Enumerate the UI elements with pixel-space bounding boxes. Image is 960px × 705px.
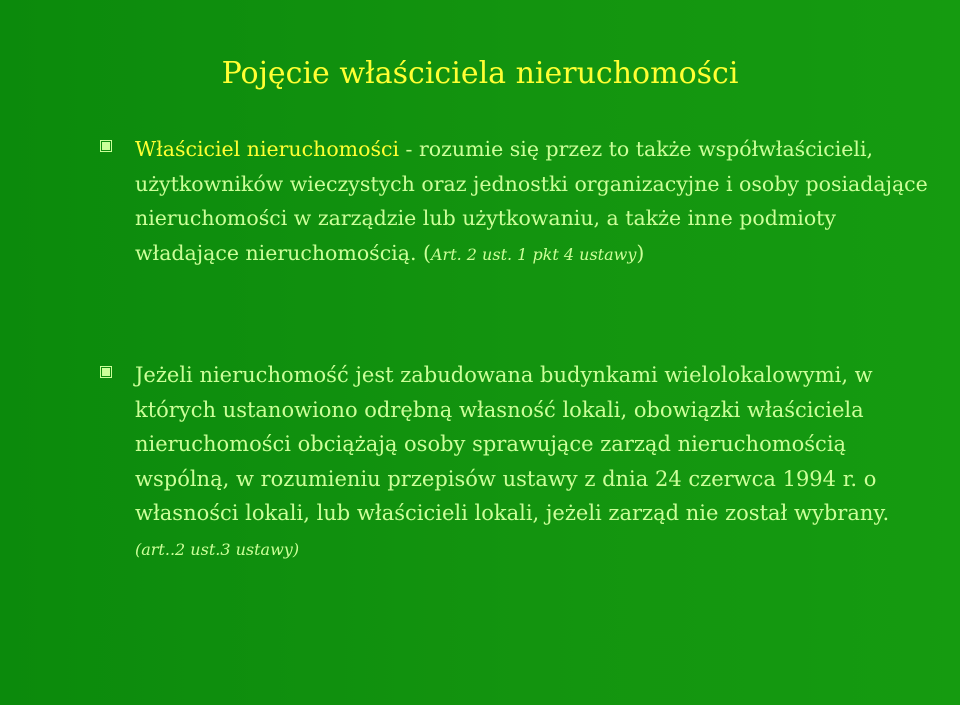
closing-paren: ) [636, 240, 645, 265]
definition-text: - rozumie się przez to także współwłaścicieli, użytkowników wieczystych oraz jednostki organizacyjne i osoby posiadające nieruchomości w zarządzie lub użytkowaniu, a także inne podmioty władające nieruchomością. ( [135, 137, 928, 265]
bullet-multi-unit-buildings [100, 358, 930, 567]
square-bullet-icon [100, 140, 112, 152]
legal-reference: (art..2 ust.3 ustawy) [135, 539, 300, 559]
legal-reference: Art. 2 ust. 1 pkt 4 ustawy [430, 244, 637, 264]
square-bullet-icon [100, 366, 112, 378]
slide-title: Pojęcie właściciela nieruchomości [221, 56, 739, 91]
bullet-text [135, 358, 930, 567]
defined-term: Właściciel nieruchomości [135, 137, 399, 161]
bullet-owner-definition [100, 132, 930, 272]
bullet-text [135, 132, 930, 272]
paragraph-text: Jeżeli nieruchomość jest zabudowana budynkami wielolokalowymi, w których ustanowiono odrębną własność lokali, obowiązki właściciela nieruchomości obciążają osoby sprawujące zarząd nieruchomością wspólną, w rozumieniu przepisów ustawy z dnia 24 czerwca 1994 r. o własności lokali, lub właścicieli lokali, jeżeli zarząd nie został wybrany. [135, 363, 890, 525]
